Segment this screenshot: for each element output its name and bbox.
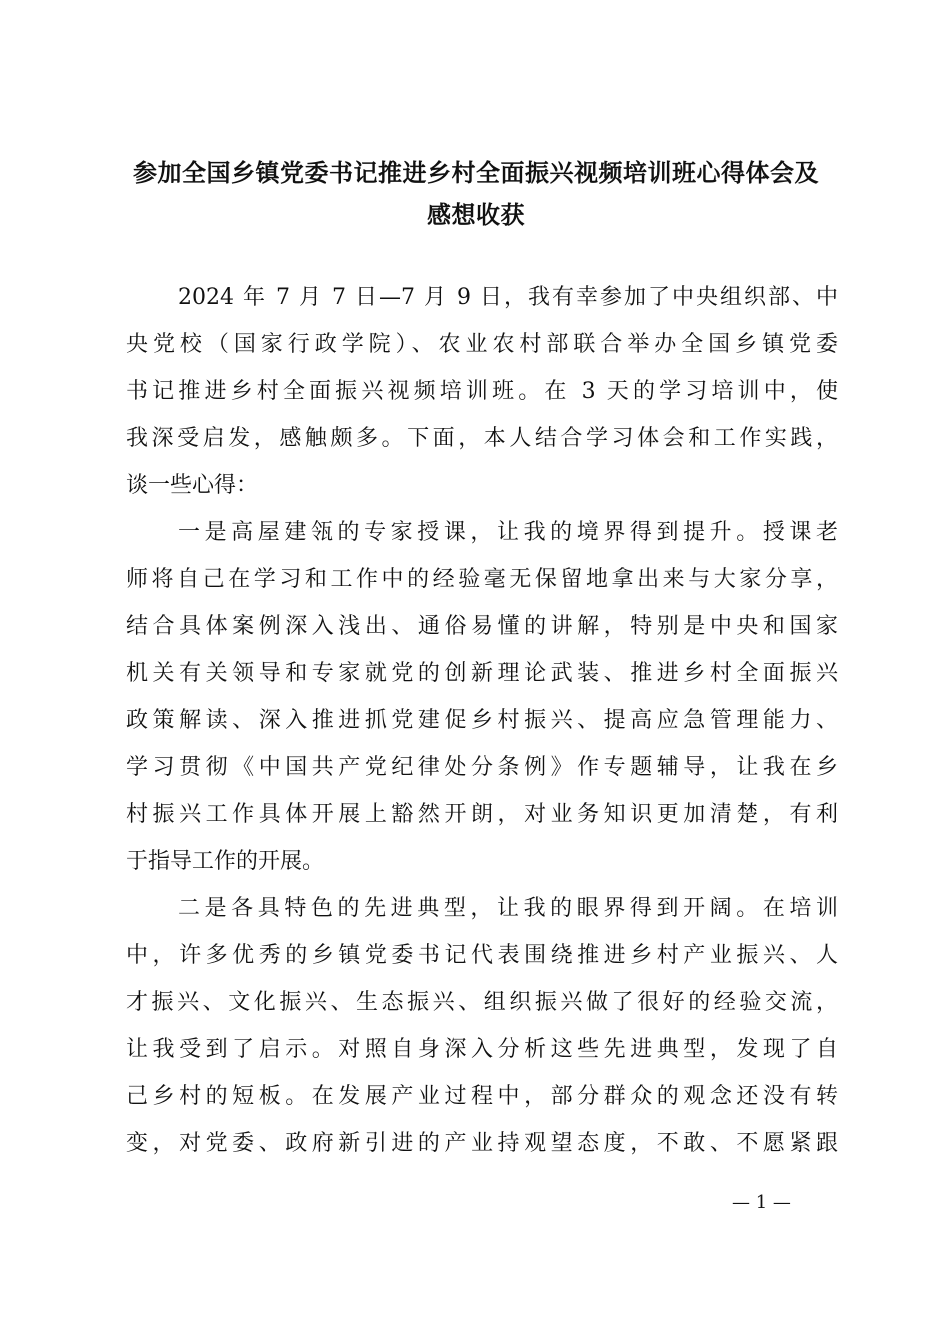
text-line: 师将自己在学习和工作中的经验毫无保留地拿出来与大家分享，	[126, 567, 838, 592]
paragraph-advanced-examples	[126, 885, 838, 1167]
text-line: 村振兴工作具体开展上豁然开朗，对业务知识更加清楚，有利	[126, 802, 838, 827]
text-line: 机关有关领导和专家就党的创新理论武装、推进乡村全面振兴	[126, 661, 838, 686]
text-line: 结合具体案例深入浅出、通俗易懂的讲解，特别是中央和国家	[126, 614, 838, 639]
text-line: 2024 年 7 月 7 日—7 月 9 日，我有幸参加了中央组织部、中	[178, 285, 838, 310]
text-line: 书记推进乡村全面振兴视频培训班。在 3 天的学习培训中，使	[126, 379, 838, 404]
paragraph-expert-lectures	[126, 509, 838, 885]
title-line: 参加全国乡镇党委书记推进乡村全面振兴视频培训班心得体会及	[133, 158, 819, 187]
text-line: 中，许多优秀的乡镇党委书记代表围绕推进乡村产业振兴、人	[126, 943, 838, 968]
text-line: 我深受启发，感触颇多。下面，本人结合学习体会和工作实践，	[126, 426, 838, 451]
text-line: 让我受到了启示。对照自身深入分析这些先进典型，发现了自	[126, 1037, 838, 1062]
paragraph-intro	[126, 274, 838, 509]
text-line: 己乡村的短板。在发展产业过程中，部分群众的观念还没有转	[126, 1084, 838, 1109]
text-line: 央党校（国家行政学院）、农业农村部联合举办全国乡镇党委	[126, 332, 838, 357]
text-line: 一是高屋建瓴的专家授课，让我的境界得到提升。授课老	[178, 520, 838, 545]
text-line: 谈一些心得：	[126, 473, 259, 498]
text-line: 才振兴、文化振兴、生态振兴、组织振兴做了很好的经验交流，	[126, 990, 838, 1015]
text-line: 变，对党委、政府新引进的产业持观望态度，不敢、不愿紧跟	[126, 1131, 838, 1156]
text-line: 政策解读、深入推进抓党建促乡村振兴、提高应急管理能力、	[126, 708, 838, 733]
text-line: 于指导工作的开展。	[126, 849, 325, 874]
page-number: — 1 —	[732, 1192, 791, 1213]
document-title	[120, 152, 832, 236]
text-line: 二是各具特色的先进典型，让我的眼界得到开阔。在培训	[178, 896, 838, 921]
title-line: 感想收获	[427, 200, 525, 229]
document-body	[126, 274, 838, 1167]
text-line: 学习贯彻《中国共产党纪律处分条例》作专题辅导，让我在乡	[126, 755, 838, 780]
